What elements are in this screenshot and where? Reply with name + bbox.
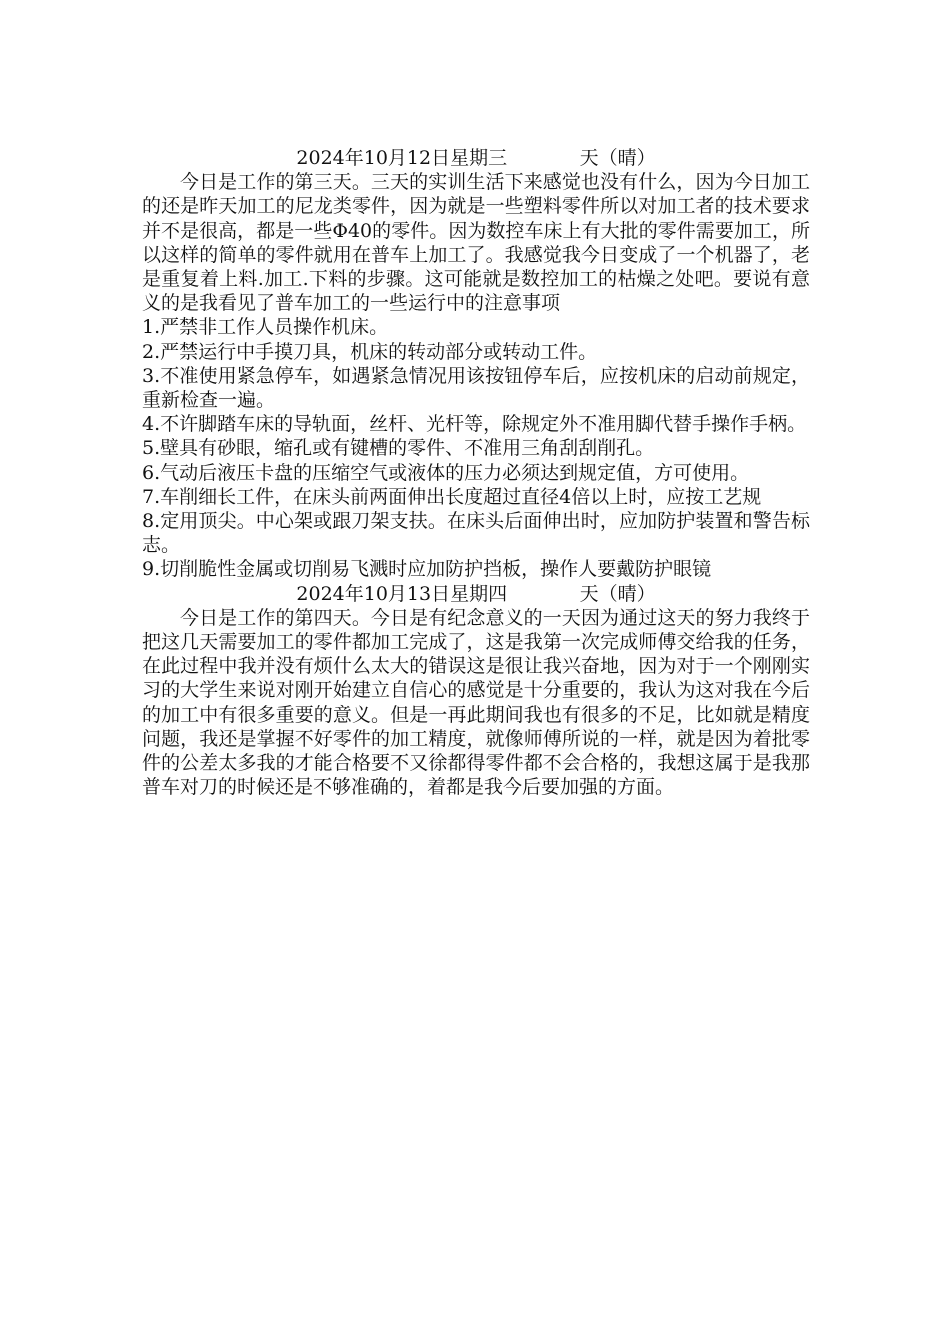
entry-date-heading: 2024年10月12日星期三 天（晴） — [296, 147, 656, 169]
safety-rule-item: 1.严禁非工作人员操作机床。 — [142, 316, 389, 339]
entry-date-heading: 2024年10月13日星期四 天（晴） — [296, 582, 656, 605]
safety-rule-item: 6.气动后液压卡盘的压缩空气或液体的压力必须达到规定值，方可使用。 — [142, 461, 750, 484]
document-page — [142, 146, 810, 799]
entry-body-paragraph: 今日是工作的第三天。三天的实训生活下来感觉也没有什么，因为今日加工的还是昨天加工的尼龙类零件，因为就是一些塑料零件所以对加工者的技术要求并不是很高，都是一些Φ40的零件。因为数控车床上有大批的零件需要加工，所以这样的简单的零件就用在普车上加工了。我感觉我今日变成了一个机器了，老是重复着上料.加工.下料的步骤。这可能就是数控加工的枯燥之处吧。要说有意义的是我看见了普车加工的一些运行中的注意事项 — [142, 171, 810, 315]
entry-body-paragraph: 今日是工作的第四天。今日是有纪念意义的一天因为通过这天的努力我终于把这几天需要加工的零件都加工完成了，这是我第一次完成师傅交给我的任务，在此过程中我并没有烦什么太大的错误这是很让我兴奋地，因为对于一个刚刚实习的大学生来说对刚开始建立自信心的感觉是十分重要的，我认为这对我在今后的加工中有很多重要的意义。但是一再此期间我也有很多的不足，比如就是精度问题，我还是掌握不好零件的加工精度，就像师傅所说的一样，就是因为着批零件的公差太多我的才能合格要不又徐都得零件都不会合格的，我想这属于是我那普车对刀的时候还是不够准确的，着都是我今后要加强的方面。 — [142, 606, 810, 799]
safety-rule-item: 3.不准使用紧急停车，如遇紧急情况用该按钮停车后，应按机床的启动前规定，重新检查一遍。 — [142, 364, 810, 412]
diary-entry-day4 — [142, 582, 810, 800]
safety-rule-item: 8.定用顶尖。中心架或跟刀架支扶。在床头后面伸出时，应加防护装置和警告标志。 — [142, 510, 810, 557]
safety-rule-item: 2.严禁运行中手摸刀具，机床的转动部分或转动工件。 — [142, 340, 598, 363]
safety-rule-item: 7.车削细长工件，在床头前两面伸出长度超过直径4倍以上时，应按工艺规 — [142, 485, 762, 508]
safety-rule-item: 4.不许脚踏车床的导轨面，丝杆、光杆等，除规定外不准用脚代替手操作手柄。 — [142, 413, 807, 436]
safety-rule-item: 5.壁具有砂眼，缩孔或有键槽的零件、不准用三角刮刮削孔。 — [142, 437, 655, 460]
safety-rules-list — [142, 315, 810, 581]
safety-rule-item: 9.切削脆性金属或切削易飞溅时应加防护挡板，操作人要戴防护眼镜 — [142, 558, 712, 581]
diary-entry-day3 — [142, 146, 810, 582]
